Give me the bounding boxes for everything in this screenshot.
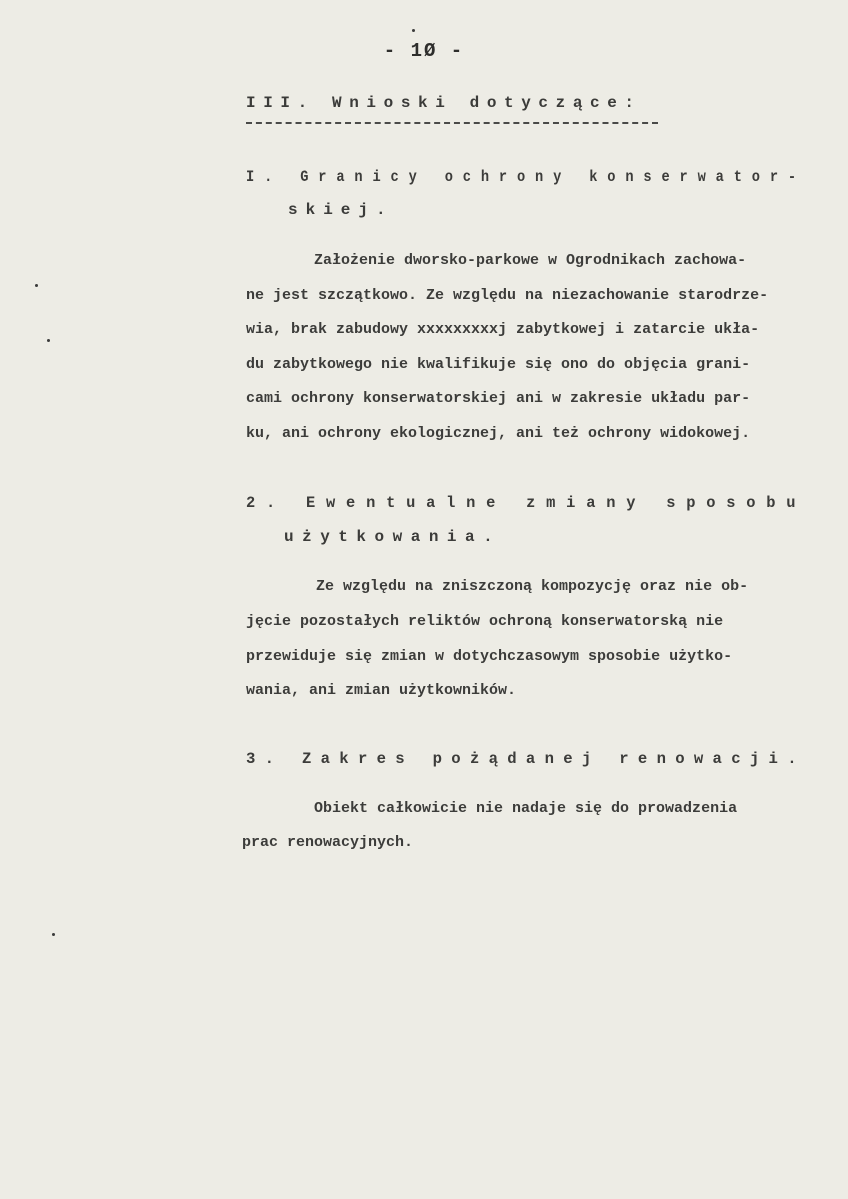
section-1-title-line-2: skiej. — [288, 201, 394, 219]
section-1-line: ku, ani ochrony ekologicznej, ani też ochrony widokowej. — [246, 425, 751, 442]
section-2-title-line-1: 2. Ewentualne zmiany sposobu — [246, 494, 807, 512]
section-2-line: Ze względu na zniszczoną kompozycję oraz nie ob- — [316, 578, 749, 595]
section-3-line: prac renowacyjnych. — [242, 834, 414, 851]
heading-underline — [246, 122, 658, 124]
section-1-line: Założenie dworsko-parkowe w Ogrodnikach zachowa- — [314, 252, 747, 269]
section-3-title: 3. Zakres pożądanej renowacji. — [246, 750, 806, 768]
margin-speck — [47, 339, 50, 342]
section-heading: III. Wnioski dotyczące: — [246, 94, 642, 112]
section-1-line: du zabytkowego nie kwalifikuje się ono do objęcia grani- — [246, 356, 751, 373]
margin-speck — [412, 29, 415, 32]
section-1-title-line-1: I. Granicy ochrony konserwator- — [246, 168, 806, 186]
margin-speck — [52, 933, 55, 936]
margin-speck — [35, 284, 38, 287]
section-1-line: ne jest szczątkowo. Ze względu na niezachowanie starodrze- — [246, 287, 769, 304]
section-2-line: wania, ani zmian użytkowników. — [246, 682, 517, 699]
section-2-title-line-2: użytkowania. — [284, 528, 502, 546]
section-2-line: przewiduje się zmian w dotychczasowym sposobie użytko- — [246, 648, 733, 665]
section-2-line: jęcie pozostałych reliktów ochroną konserwatorską nie — [246, 613, 724, 630]
page-number: - 1Ø - — [383, 40, 465, 62]
section-3-line: Obiekt całkowicie nie nadaje się do prowadzenia — [314, 800, 738, 817]
section-1-line: wia, brak zabudowy xxxxxxxxxj zabytkowej i zatarcie ukła- — [246, 321, 760, 338]
section-1-line: cami ochrony konserwatorskiej ani w zakresie układu par- — [246, 390, 751, 407]
